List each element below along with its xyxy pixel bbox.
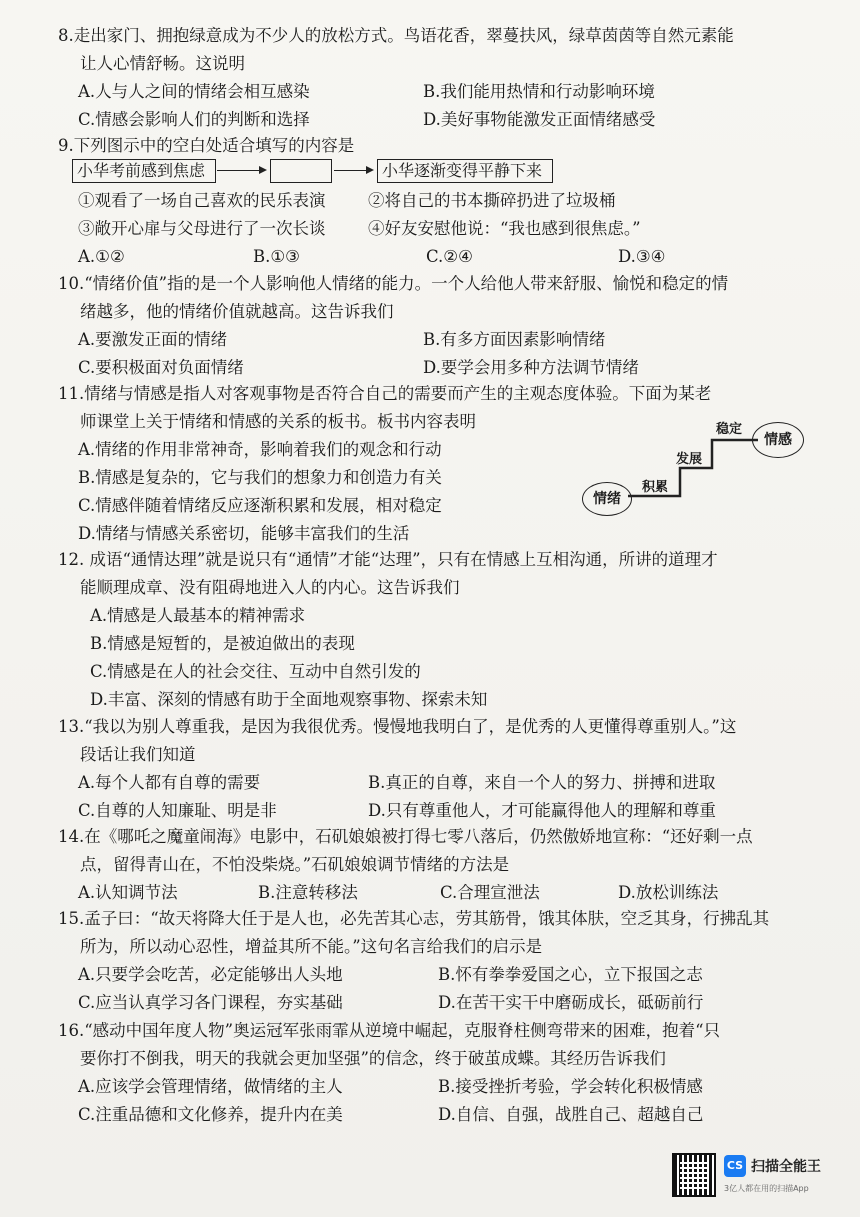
scanner-app-name: 扫描全能王 bbox=[751, 1159, 821, 1175]
question-10-option-d: D.要学会用多种方法调节情绪 bbox=[423, 358, 639, 377]
flow-arrow-1 bbox=[217, 170, 265, 171]
question-12-option-d: D.丰富、深刻的情感有助于全面地观察事物、探索未知 bbox=[90, 690, 488, 709]
flow-arrow-2 bbox=[334, 170, 372, 171]
question-12-option-b: B.情感是短暂的，是被迫做出的表现 bbox=[90, 634, 355, 653]
question-11-stair-diagram bbox=[580, 410, 810, 530]
question-10 bbox=[58, 270, 828, 382]
question-16 bbox=[58, 1017, 828, 1129]
question-8-option-c: C.情感会影响人们的判断和选择 bbox=[78, 110, 310, 129]
question-14-stem-line1: 14.在《哪吒之魔童闹海》电影中，石矶娘娘被打得七零八落后，仍然傲娇地宣称：“还好剩一点 bbox=[58, 827, 753, 846]
question-8-option-d: D.美好事物能激发正面情绪感受 bbox=[423, 110, 656, 129]
question-16-stem-line2: 要你打不倒我，明天的我就会更加坚强”的信念，终于破茧成蝶。其经历告诉我们 bbox=[80, 1049, 666, 1068]
question-14 bbox=[58, 823, 828, 907]
question-11-stem-line1: 11.情绪与情感是指人对客观事物是否符合自己的需要而产生的主观态度体验。下面为某老 bbox=[58, 384, 712, 403]
flow-start-box: 小华考前感到焦虑 bbox=[72, 159, 216, 183]
question-9 bbox=[58, 132, 828, 160]
qr-code-icon bbox=[672, 1153, 716, 1197]
question-9-option-d: D.③④ bbox=[618, 247, 666, 266]
question-11-option-d: D.情绪与情感关系密切，能够丰富我们的生活 bbox=[78, 524, 410, 543]
question-10-option-b: B.有多方面因素影响情绪 bbox=[423, 330, 606, 349]
flow-blank-box bbox=[270, 159, 332, 183]
question-15-stem-line1: 15.孟子曰：“故天将降大任于是人也，必先苦其心志，劳其筋骨，饿其体肤，空乏其身，行拂乱其 bbox=[58, 909, 770, 928]
question-9-item-1: ①观看了一场自己喜欢的民乐表演 bbox=[78, 191, 326, 210]
question-9-option-a: A.①② bbox=[78, 247, 125, 266]
question-13-option-c: C.自尊的人知廉耻、明是非 bbox=[78, 801, 277, 820]
question-12-stem-line2: 能顺理成章、没有阻碍地进入人的内心。这告诉我们 bbox=[80, 578, 460, 597]
question-8-option-b: B.我们能用热情和行动影响环境 bbox=[423, 82, 655, 101]
question-13-option-d: D.只有尊重他人，才可能赢得他人的理解和尊重 bbox=[368, 801, 716, 820]
flow-end-box: 小华逐渐变得平静下来 bbox=[377, 159, 553, 183]
scanner-watermark bbox=[672, 1153, 832, 1203]
question-10-stem-line2: 绪越多，他的情绪价值就越高。这告诉我们 bbox=[80, 302, 394, 321]
question-14-stem-line2: 点，留得青山在，不怕没柴烧。”石矶娘娘调节情绪的方法是 bbox=[80, 855, 510, 874]
question-9-items bbox=[58, 187, 828, 271]
question-11-stem-line2: 师课堂上关于情绪和情感的关系的板书。板书内容表明 bbox=[80, 412, 476, 431]
question-13 bbox=[58, 713, 828, 825]
question-14-option-a: A.认知调节法 bbox=[78, 883, 178, 902]
question-10-option-a: A.要激发正面的情绪 bbox=[78, 330, 228, 349]
question-12-option-a: A.情感是人最基本的精神需求 bbox=[90, 606, 306, 625]
question-8 bbox=[58, 22, 828, 134]
question-14-option-c: C.合理宣泄法 bbox=[440, 883, 540, 902]
question-12-stem-line1: 12. 成语“通情达理”就是说只有“通情”才能“达理”，只有在情感上互相沟通，所讲的道理才 bbox=[58, 550, 718, 569]
question-16-option-a: A.应该学会管理情绪，做情绪的主人 bbox=[78, 1077, 343, 1096]
question-15-option-a: A.只要学会吃苦，必定能够出人头地 bbox=[78, 965, 343, 984]
question-9-item-4: ④好友安慰他说：“我也感到很焦虑。” bbox=[368, 219, 641, 238]
question-11-option-a: A.情绪的作用非常神奇，影响着我们的观念和行动 bbox=[78, 440, 442, 459]
question-14-option-d: D.放松训练法 bbox=[618, 883, 719, 902]
scanner-tagline: 3亿人都在用的扫描App bbox=[724, 1184, 809, 1193]
question-14-option-b: B.注意转移法 bbox=[258, 883, 358, 902]
question-13-stem-line2: 段话让我们知道 bbox=[80, 745, 196, 764]
question-15-option-b: B.怀有拳拳爱国之心，立下报国之志 bbox=[438, 965, 703, 984]
question-10-stem-line1: 10.“情绪价值”指的是一个人影响他人情绪的能力。一个人给他人带来舒服、愉悦和稳定的情 bbox=[58, 274, 729, 293]
question-11-option-c: C.情感伴随着情绪反应逐渐积累和发展，相对稳定 bbox=[78, 496, 442, 515]
question-15 bbox=[58, 905, 828, 1017]
question-16-option-c: C.注重品德和文化修养，提升内在美 bbox=[78, 1105, 343, 1124]
stair-step-1-label: 积累 bbox=[642, 480, 669, 495]
question-15-option-d: D.在苦干实干中磨砺成长，砥砺前行 bbox=[438, 993, 704, 1012]
question-9-option-b: B.①③ bbox=[253, 247, 300, 266]
stair-start-oval: 情绪 bbox=[582, 482, 632, 516]
question-8-stem-line2: 让人心情舒畅。这说明 bbox=[80, 54, 245, 73]
question-13-option-b: B.真正的自尊，来自一个人的努力、拼搏和进取 bbox=[368, 773, 716, 792]
question-11-option-b: B.情感是复杂的，它与我们的想象力和创造力有关 bbox=[78, 468, 442, 487]
question-16-option-b: B.接受挫折考验，学会转化积极情感 bbox=[438, 1077, 703, 1096]
camscanner-logo-icon: CS bbox=[724, 1155, 746, 1177]
question-15-stem-line2: 所为，所以动心忍性，增益其所不能。”这句名言给我们的启示是 bbox=[80, 937, 543, 956]
stair-step-2-label: 发展 bbox=[676, 452, 703, 467]
question-13-stem-line1: 13.“我以为别人尊重我，是因为我很优秀。慢慢地我明白了，是优秀的人更懂得尊重别人。”这 bbox=[58, 717, 737, 736]
question-9-option-c: C.②④ bbox=[426, 247, 473, 266]
question-15-option-c: C.应当认真学习各门课程，夯实基础 bbox=[78, 993, 343, 1012]
question-9-item-2: ②将自己的书本撕碎扔进了垃圾桶 bbox=[368, 191, 616, 210]
question-8-stem-line1: 8.走出家门、拥抱绿意成为不少人的放松方式。鸟语花香，翠蔓扶风，绿草茵茵等自然元素能 bbox=[58, 26, 734, 45]
question-13-option-a: A.每个人都有自尊的需要 bbox=[78, 773, 261, 792]
question-16-option-d: D.自信、自强，战胜自己、超越自己 bbox=[438, 1105, 704, 1124]
question-12-option-c: C.情感是在人的社会交往、互动中自然引发的 bbox=[90, 662, 421, 681]
stair-step-3-label: 稳定 bbox=[716, 422, 743, 437]
question-8-option-a: A.人与人之间的情绪会相互感染 bbox=[78, 82, 310, 101]
question-9-stem: 9.下列图示中的空白处适合填写的内容是 bbox=[58, 136, 355, 155]
question-10-option-c: C.要积极面对负面情绪 bbox=[78, 358, 244, 377]
stair-end-oval: 情感 bbox=[752, 422, 804, 458]
question-16-stem-line1: 16.“感动中国年度人物”奥运冠军张雨霏从逆境中崛起，克服脊柱侧弯带来的困难，抱着“只 bbox=[58, 1021, 721, 1040]
question-12 bbox=[58, 546, 828, 714]
question-9-item-3: ③敞开心扉与父母进行了一次长谈 bbox=[78, 219, 326, 238]
